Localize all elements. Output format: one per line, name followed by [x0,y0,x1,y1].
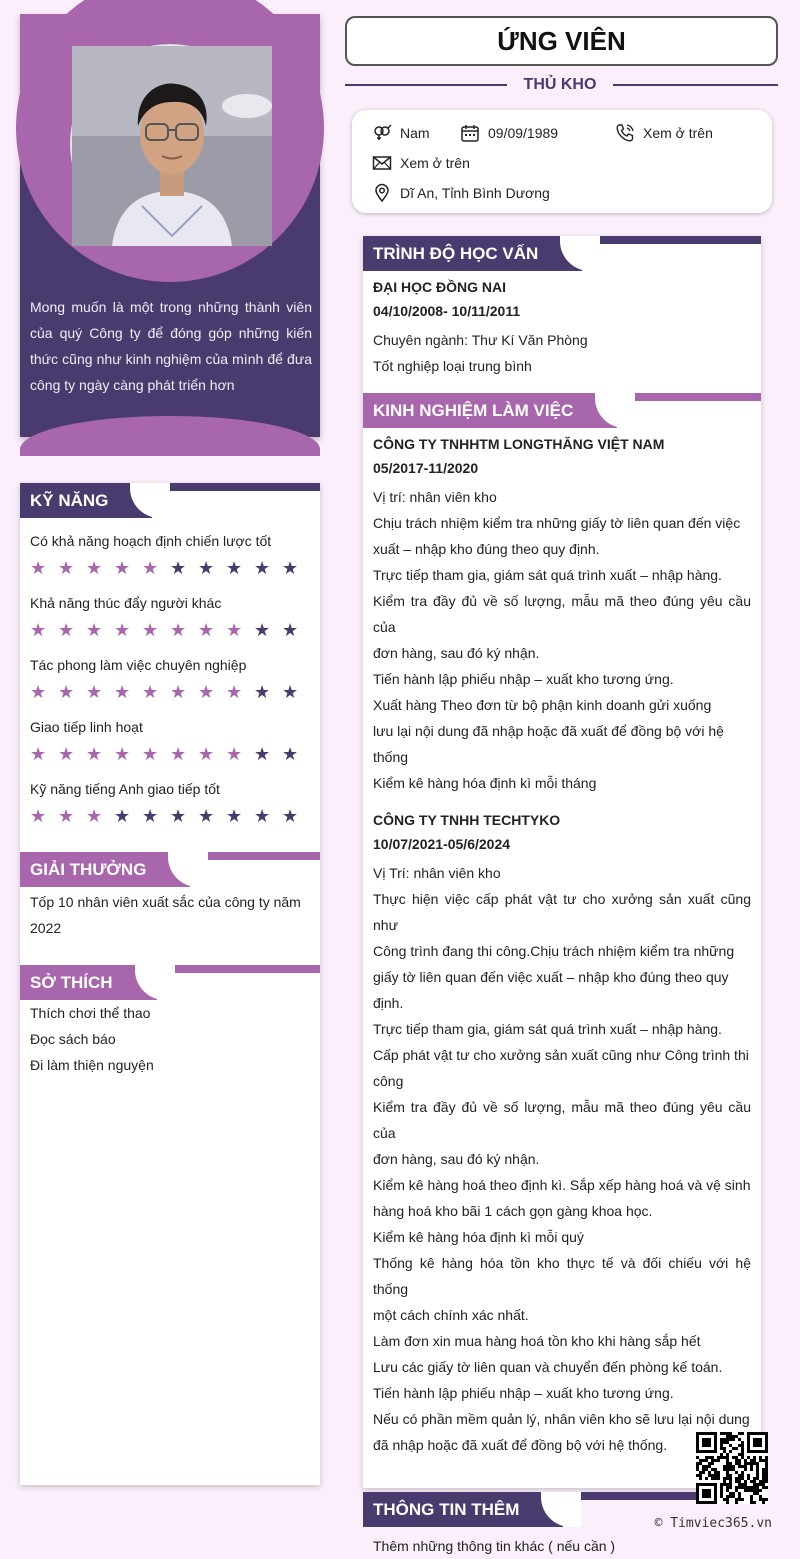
job-duty-line: xuất – nhập kho đúng theo quy định. [373,541,600,557]
job-duty-line: Kiểm tra đầy đủ về số lượng, mẫu mã theo đúng yêu cầu của [373,593,751,635]
job-duty-line: lưu lại nội dung đã nhập hoặc đã xuất để đồng bộ với hệ [373,723,724,739]
star-empty-icon: ★ [226,806,243,826]
job-duty-line: Trực tiếp tham gia, giám sát quá trình xuất – nhập hàng. [373,567,722,583]
extra-info-heading: THÔNG TIN THÊM [363,1492,761,1527]
mail-icon [372,153,392,173]
job-duty-line: Thống kê hàng hóa tồn kho thực tế và đối chiếu với hệ thống [373,1255,751,1297]
star-filled-icon: ★ [114,620,131,640]
job-duty-line: giấy tờ liên quan đến việc xuất – nhập kho đúng theo quy [373,969,729,985]
avatar-photo [72,46,272,246]
job-duty-line: Vị Trí: nhân viên kho [373,865,501,881]
job-duties [373,484,751,796]
star-filled-icon: ★ [30,558,47,578]
awards-list [20,887,320,941]
job-duty-line: Kiểm kê hàng hóa định kì mỗi quý [373,1229,584,1245]
star-empty-icon: ★ [226,558,243,578]
job-period: 05/2017-11/2020 [373,460,479,476]
star-filled-icon: ★ [30,744,47,764]
extra-info-text: Thêm những thông tin khác ( nếu cần ) [373,1538,616,1554]
star-filled-icon: ★ [58,744,75,764]
experience-section [363,428,761,1458]
star-empty-icon: ★ [282,682,299,702]
skill-item [30,594,310,642]
job-duties [373,860,751,1458]
hobbies-list [20,1000,320,1078]
contact-gender: Nam [372,123,430,143]
job-duty-line: Cấp phát vật tư cho xưởng sản xuất cũng như Công trình thi [373,1047,749,1063]
profile-bottom-wave [20,416,320,456]
job-period: 10/07/2021-05/6/2024 [373,836,511,852]
star-filled-icon: ★ [170,682,187,702]
star-empty-icon: ★ [282,806,299,826]
star-filled-icon: ★ [86,620,103,640]
job-duty-line: Kiểm tra đầy đủ về số lượng, mẫu mã theo đúng yêu cầu của [373,1099,751,1141]
star-filled-icon: ★ [30,682,47,702]
star-filled-icon: ★ [114,558,131,578]
job-duty-line: Trực tiếp tham gia, giám sát quá trình xuất – nhập hàng. [373,1021,722,1037]
star-filled-icon: ★ [30,620,47,640]
education-heading: TRÌNH ĐỘ HỌC VẤN [363,236,761,271]
school-name: ĐẠI HỌC ĐỒNG NAI [373,279,506,295]
skill-rating [30,804,310,828]
education-section [363,271,761,379]
star-filled-icon: ★ [226,620,243,640]
contact-address: Dĩ An, Tỉnh Bình Dương [372,183,550,203]
job-duty-line: thống [373,749,409,765]
skill-name: Khả năng thúc đẩy người khác [30,595,222,611]
job-duty-line: định. [373,995,404,1011]
job-duty-line: Nếu có phần mềm quản lý, nhân viên kho sẽ lưu lại nội dung [373,1411,750,1427]
skill-rating [30,742,310,766]
phone-icon [615,123,635,143]
profile-card [20,14,320,437]
star-empty-icon: ★ [282,744,299,764]
education-period: 04/10/2008- 10/11/2011 [373,303,521,319]
star-filled-icon: ★ [198,682,215,702]
star-empty-icon: ★ [170,806,187,826]
star-filled-icon: ★ [86,558,103,578]
star-empty-icon: ★ [282,620,299,640]
skill-name: Có khả năng hoạch định chiến lược tốt [30,533,272,549]
star-filled-icon: ★ [142,620,159,640]
company-name: CÔNG TY TNHH TECHTYKO [373,812,561,828]
star-filled-icon: ★ [58,558,75,578]
star-empty-icon: ★ [254,682,271,702]
skill-item [30,718,310,766]
calendar-icon [460,123,480,143]
star-filled-icon: ★ [142,744,159,764]
footer-watermark: © Timviec365.vn [654,1516,772,1531]
skill-item [30,656,310,704]
job-duty-line: Chịu trách nhiệm kiểm tra những giấy tờ liên quan đến việc [373,515,741,531]
star-filled-icon: ★ [114,744,131,764]
job-position: THỦ KHO [507,74,613,96]
star-empty-icon: ★ [254,620,271,640]
skill-name: Tác phong làm việc chuyên nghiệp [30,657,247,673]
job-duty-line: Vị trí: nhân viên kho [373,489,497,505]
avatar [70,44,270,244]
skill-rating [30,680,310,704]
star-filled-icon: ★ [170,620,187,640]
qr-code [696,1432,768,1504]
star-empty-icon: ★ [170,558,187,578]
star-empty-icon: ★ [114,806,131,826]
star-filled-icon: ★ [30,806,47,826]
job-duty-line: Làm đơn xin mua hàng hoá tồn kho khi hàng sắp hết [373,1333,701,1349]
awards-heading: GIẢI THƯỞNG [20,852,320,887]
star-empty-icon: ★ [254,744,271,764]
skills-heading: KỸ NĂNG [20,483,320,518]
star-empty-icon: ★ [282,558,299,578]
star-empty-icon: ★ [198,806,215,826]
qr-code-graphic [696,1432,768,1504]
career-objective: Mong muốn là một trong những thành viên của quý Công ty để đóng góp những kiến thức cũng như kinh nghiệm của mình để đưa công ty ngày càng phát triển hơn [30,299,312,393]
job-duty-line: Lưu các giấy tờ liên quan và chuyển đến phòng kế toán. [373,1359,723,1375]
hobby-item: Thích chơi thể thao [30,1005,151,1021]
award-line: Tốp 10 nhân viên xuất sắc của công ty năm [30,894,301,910]
contact-birthday: 09/09/1989 [460,123,558,143]
job-duty-line: Công trình đang thi công.Chịu trách nhiệm kiểm tra những [373,943,735,959]
star-filled-icon: ★ [198,744,215,764]
job-duty-line: đã nhập hoặc đã xuất để đồng bộ với hệ thống. [373,1437,668,1453]
skill-name: Kỹ năng tiếng Anh giao tiếp tốt [30,781,220,797]
star-filled-icon: ★ [58,620,75,640]
job-duty-line: Thực hiện việc cấp phát vật tư cho xưởng sản xuất cũng như [373,891,751,933]
company-name: CÔNG TY TNHHTM LONGTHĂNG VIỆT NAM [373,436,665,452]
job-duty-line: Xuất hàng Theo đơn từ bộ phận kinh doanh gửi xuống [373,697,712,713]
experience-heading: KINH NGHIỆM LÀM VIỆC [363,393,761,428]
skills-list [20,532,320,828]
star-filled-icon: ★ [170,744,187,764]
job-duty-line: Kiểm kê hàng hoá theo định kì. Sắp xếp hàng hoá và vệ sinh [373,1177,751,1193]
star-empty-icon: ★ [142,806,159,826]
hobby-item: Đi làm thiện nguyện [30,1057,154,1073]
job-duty-line: công [373,1073,404,1089]
star-filled-icon: ★ [58,806,75,826]
contact-email: Xem ở trên [372,153,470,173]
location-pin-icon [372,183,392,203]
star-filled-icon: ★ [142,682,159,702]
skill-item [30,532,310,580]
job-entry [373,432,751,796]
education-line: Chuyên ngành: Thư Kí Văn Phòng [373,332,588,348]
star-empty-icon: ★ [254,558,271,578]
star-filled-icon: ★ [86,806,103,826]
star-filled-icon: ★ [226,682,243,702]
star-empty-icon: ★ [198,558,215,578]
star-filled-icon: ★ [86,744,103,764]
star-empty-icon: ★ [254,806,271,826]
job-duty-line: Tiến hành lập phiếu nhập – xuất kho tương ứng. [373,671,674,687]
extra-info-section [363,1527,761,1559]
education-line: Tốt nghiệp loại trung bình [373,358,532,374]
star-filled-icon: ★ [114,682,131,702]
job-duty-line: một cách chính xác nhất. [373,1307,529,1323]
star-filled-icon: ★ [86,682,103,702]
skill-rating [30,618,310,642]
hobby-item: Đọc sách báo [30,1031,116,1047]
cv-title: ỨNG VIÊN [345,16,778,66]
skill-name: Giao tiếp linh hoạt [30,719,143,735]
award-line: 2022 [30,920,62,936]
job-duty-line: hàng hoá kho bãi 1 cách gọn gàng khoa học. [373,1203,653,1219]
left-panel [20,483,320,1485]
job-duty-line: Tiến hành lập phiếu nhập – xuất kho tương ứng. [373,1385,674,1401]
skill-rating [30,556,310,580]
star-filled-icon: ★ [58,682,75,702]
contact-box [352,110,772,213]
skill-item [30,780,310,828]
job-entry [373,808,751,1458]
hobbies-heading: SỞ THÍCH [20,965,320,1000]
star-filled-icon: ★ [198,620,215,640]
contact-phone: Xem ở trên [615,123,713,143]
job-duty-line: Kiểm kê hàng hóa định kì mỗi tháng [373,775,597,791]
star-filled-icon: ★ [142,558,159,578]
job-duty-line: đơn hàng, sau đó ký nhận. [373,1151,540,1167]
star-filled-icon: ★ [226,744,243,764]
job-duty-line: đơn hàng, sau đó ký nhận. [373,645,540,661]
gender-icon [372,123,392,143]
